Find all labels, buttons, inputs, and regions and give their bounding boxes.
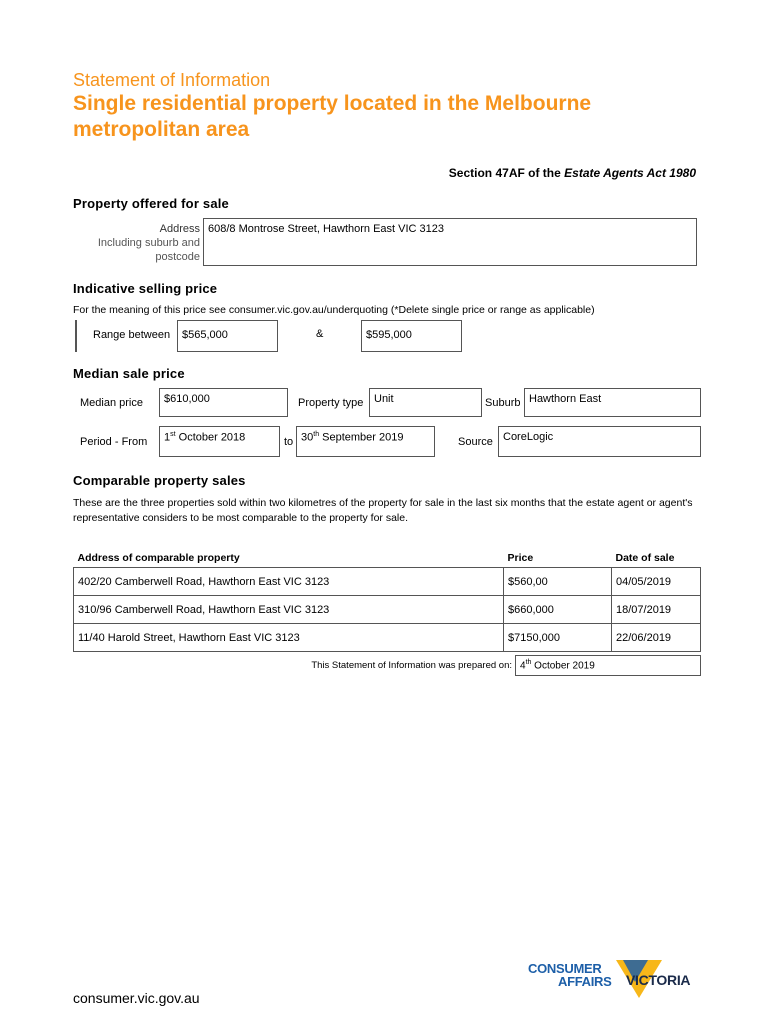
footer-url[interactable]: consumer.vic.gov.au [73, 990, 200, 1006]
statement-heading: Statement of Information [73, 70, 271, 90]
table-header-row [74, 552, 701, 568]
property-heading: Property offered for sale [73, 196, 229, 211]
row-date[interactable]: 04/05/2019 [612, 568, 701, 596]
period-to-label: to [284, 436, 294, 448]
median-price-field[interactable] [159, 388, 288, 417]
period-from-label: Period - From [80, 436, 148, 448]
col-address-header: Address of comparable property [77, 552, 240, 564]
col-price-header: Price [507, 552, 534, 564]
median-price-label: Median price [80, 397, 143, 409]
row-price[interactable]: $7150,000 [504, 624, 612, 652]
median-heading: Median sale price [73, 366, 185, 381]
prepared-label: This Statement of Information was prepared on: [311, 660, 512, 671]
row-price[interactable]: $660,000 [504, 596, 612, 624]
prepared-suffix: th [525, 659, 532, 666]
address-label-line-1: Address [159, 223, 200, 235]
period-to-day: 30 [301, 431, 314, 444]
indicative-heading: Indicative selling price [73, 281, 218, 296]
document-title: Single residential property located in the Melbourne metropolitan area [73, 92, 592, 141]
prepared-date-field[interactable] [515, 655, 701, 676]
property-type-value: Unit [374, 393, 394, 405]
suburb-label: Suburb [485, 397, 521, 409]
comparable-table [73, 552, 701, 652]
address-label-line-2: Including suburb and [97, 237, 200, 249]
suburb-field[interactable] [524, 388, 701, 417]
period-to-suffix: th [313, 431, 320, 438]
source-field[interactable] [498, 426, 701, 457]
row-date[interactable]: 18/07/2019 [612, 596, 701, 624]
period-from-rest: October 2018 [175, 431, 246, 444]
source-label: Source [458, 436, 493, 448]
consumer-affairs-victoria-logo [528, 958, 703, 1008]
address-field[interactable] [203, 218, 697, 266]
prepared-day: 4 [520, 660, 526, 672]
period-from-field[interactable] [159, 426, 280, 457]
price-low-value: $565,000 [182, 329, 228, 341]
comparable-heading: Comparable property sales [73, 473, 246, 488]
logo-text-victoria: VICTORIA [626, 972, 691, 988]
table-row [74, 624, 701, 652]
property-type-label: Property type [298, 397, 364, 409]
period-to-rest: September 2019 [319, 431, 404, 444]
address-value: 608/8 Montrose Street, Hawthorn East VIC 3123 [208, 223, 445, 235]
section-ref-prefix: Section 47AF of the [448, 166, 565, 180]
table-row [74, 596, 701, 624]
property-type-field[interactable] [369, 388, 482, 417]
row-date[interactable]: 22/06/2019 [612, 624, 701, 652]
range-bracket [75, 320, 78, 352]
row-price[interactable]: $560,00 [504, 568, 612, 596]
price-high-value: $595,000 [366, 329, 412, 341]
range-label: Range between [93, 329, 171, 341]
section-ref-act: Estate Agents Act 1980 [564, 166, 696, 180]
row-address[interactable]: 310/96 Camberwell Road, Hawthorn East VIC 3123 [74, 596, 504, 624]
source-value: CoreLogic [503, 431, 554, 443]
comparable-description: These are the three properties sold within two kilometres of the property for sale in the last six months that the estate agent or agent's representative considers to be most comparable to the property for sale. [73, 497, 693, 524]
suburb-value: Hawthorn East [529, 393, 602, 405]
median-price-value: $610,000 [164, 393, 210, 405]
range-ampersand: & [316, 328, 324, 340]
period-to-field[interactable] [296, 426, 435, 457]
table-row [74, 568, 701, 596]
row-address[interactable]: 402/20 Camberwell Road, Hawthorn East VIC 3123 [74, 568, 504, 596]
price-low-field[interactable] [177, 320, 278, 352]
address-label-line-3: postcode [155, 251, 200, 263]
address-label [80, 222, 200, 264]
col-date-header: Date of sale [615, 552, 675, 564]
period-from-suffix: st [170, 431, 176, 438]
period-from-day: 1 [164, 431, 171, 444]
prepared-rest: October 2019 [531, 660, 595, 672]
logo-text-consumer: CONSUMER [528, 961, 602, 976]
section-reference [449, 166, 696, 180]
logo-text-affairs: AFFAIRS [558, 974, 612, 989]
indicative-note: For the meaning of this price see consumer.vic.gov.au/underquoting (*Delete single price or range as applicable) [73, 304, 595, 316]
row-address[interactable]: 11/40 Harold Street, Hawthorn East VIC 3123 [74, 624, 504, 652]
price-high-field[interactable] [361, 320, 462, 352]
